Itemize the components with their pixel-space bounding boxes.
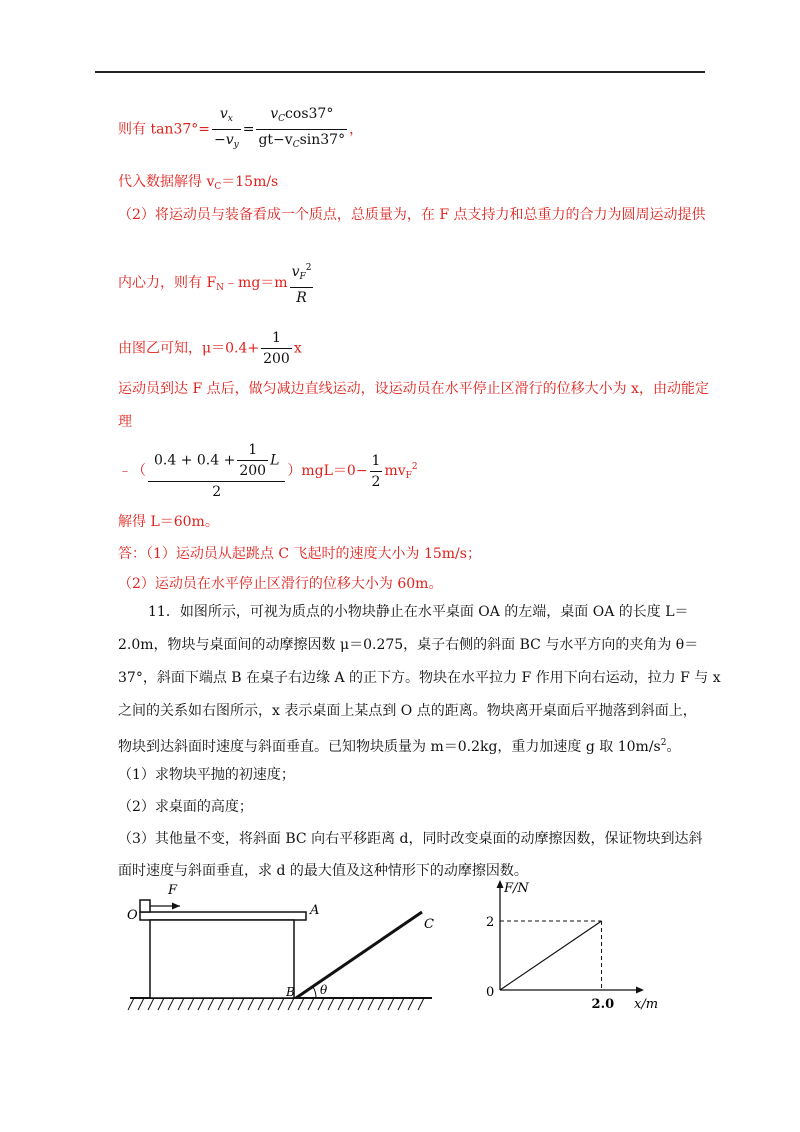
solution-line-6: 运动员到达 F 点后，做匀减边直线运动，设运动员在水平停止区滑行的位移大小为 x，由动能定	[118, 381, 709, 397]
ground-hatching	[128, 998, 424, 1010]
solution-line-5: 由图乙可知，μ＝0.4+ $\frac{1}{200}$ x	[118, 330, 302, 367]
label-O: O	[127, 908, 138, 923]
label-B: B	[286, 985, 295, 999]
problem-line-4: 之间的关系如右图所示，x 表示桌面上某点到 O 点的距离。物块离开桌面后平抛落到斜面上，	[118, 703, 697, 719]
force-arrowhead	[172, 903, 180, 910]
fraction-vx-over-vy: $\frac{v_x}{-v_y}$	[214, 106, 239, 150]
table-top	[140, 912, 306, 920]
x-axis-arrow	[636, 987, 644, 994]
y-axis-arrow	[497, 880, 504, 888]
incline-BC	[296, 912, 422, 998]
fraction-1-over-200: $\frac{1}{200}$	[263, 330, 290, 367]
force-displacement-chart	[478, 878, 659, 1018]
x-axis-label: x/m	[634, 997, 659, 1012]
label-A: A	[310, 903, 320, 918]
series-line	[500, 921, 602, 990]
y-axis-label: F/N	[504, 881, 529, 896]
solution-line-3: （2）将运动员与装备看成一个质点，总质量为，在 F 点支持力和总重力的合力为圆周运动提供	[118, 207, 706, 223]
solution-line-7: 理	[118, 414, 132, 430]
label-theta: θ	[320, 983, 328, 997]
solution-line-4: 内心力，则有 $F_N﹣mg=m$ $\frac{v_F^2}{R}$	[118, 258, 315, 308]
question-3-line-1: （3）其他量不变，将斜面 BC 向右平移距离 d，同时改变桌面的动摩擦因数，保证物块到达斜	[118, 831, 703, 847]
fraction-cos-over-sin: $\frac{v_C\cos 37^\circ}{gt-v_C\sin 37^\circ}$	[258, 106, 346, 150]
fraction-vf2-over-r: $\frac{v_F^2}{R}$	[290, 258, 314, 308]
problem-line-1: 11．如图所示，可视为质点的小物块静止在水平桌面 OA 的左端，桌面 OA 的长度 L＝	[148, 604, 689, 620]
table-body	[150, 920, 294, 998]
small-block	[140, 900, 150, 912]
fraction-average-mu: 0.4 + 0.4 + $\frac{1}{200}$ L 2	[148, 440, 285, 502]
answer-line-1: 答：（1）运动员从起跳点 C 飞起时的速度大小为 15m/s；	[118, 546, 481, 562]
header-rule	[95, 71, 705, 73]
question-1: （1）求物块平抛的初速度；	[118, 767, 295, 783]
table-incline-figure	[120, 878, 440, 1018]
origin-label: 0	[486, 985, 495, 1000]
problem-line-3: 37°，斜面下端点 B 在桌子右边缘 A 的正下方。物块在水平拉力 F 作用下向右运动，拉力 F 与 x	[118, 670, 721, 686]
solution-line-1: 则有 tan37°= $\frac{v_x}{-v_y}$ = $\frac{v_C\cos 37^\circ}{gt-v_C\sin 37^\circ}$ ，	[118, 104, 363, 155]
answer-line-2: （2）运动员在水平停止区滑行的位移大小为 60m。	[118, 576, 443, 592]
label-C: C	[424, 917, 434, 932]
problem-line-5: 物块到达斜面时速度与斜面垂直。已知物块质量为 m＝0.2kg，重力加速度 g 取 $10m/s^2$。	[118, 738, 681, 755]
question-3-line-2: 面时速度与斜面垂直，求 d 的最大值及这种情形下的动摩擦因数。	[118, 863, 528, 879]
angle-arc	[313, 987, 316, 998]
question-2: （2）求桌面的高度；	[118, 799, 253, 815]
label-F: F	[168, 883, 178, 898]
x-tick-label: 2.0	[591, 997, 615, 1012]
y-tick-label: 2	[486, 915, 495, 931]
solution-line-9: 解得 L＝60m。	[118, 514, 219, 530]
solution-line-8: ﹣（ 0.4 + 0.4 + $\frac{1}{200}$ L 2 ）mgL＝0− $\frac{1}{2}$ $mv_F^2$	[118, 442, 418, 500]
fraction-one-half: $\frac{1}{2}$	[371, 452, 381, 490]
solution-line-2: 代入数据解得 $v_C=15m/s$	[118, 174, 279, 192]
problem-line-2: 2.0m，物块与桌面间的动摩擦因数 μ＝0.275，桌子右侧的斜面 BC 与水平方向的夹角为 θ＝	[118, 637, 699, 653]
